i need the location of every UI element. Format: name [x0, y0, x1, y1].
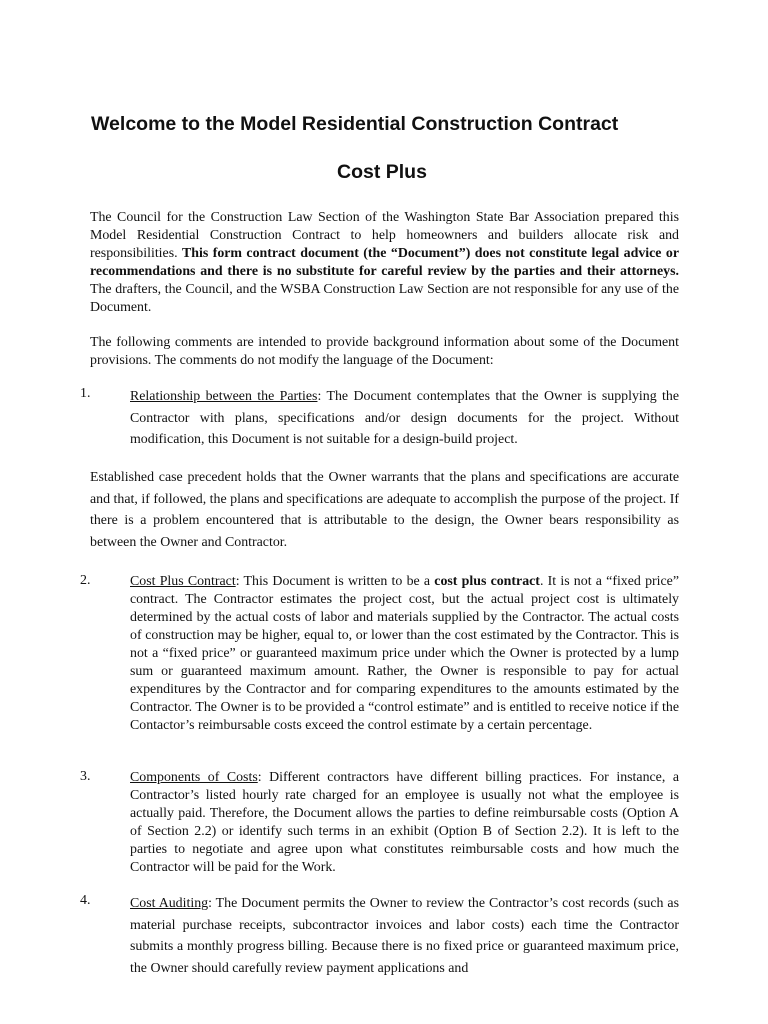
item-number: 2. — [80, 573, 91, 588]
item-text-after: . It is not a “fixed price” contract. The Contractor estimates the project cost, but the actual project cost is ultimately determined by the actual costs of labor and materials supplied by the Contractor. The actual costs of construction may be higher, equal to, or lower than the cost estimated by the Contractor. This is not a “fixed price” or guaranteed maximum price under which the Owner is protected by a lump sum or guaranteed maximum amount. Rather, the Owner is responsible to pay for actual expenditures by the Contractor and for comparing expenditures to the amounts estimated by the Contractor. The Owner is to be provided a “control estimate” and is entitled to receive notice if the Contactor’s reimbursable costs exceed the control estimate by a certain percentage. — [130, 574, 680, 733]
intro-text-2: The drafters, the Council, and the WSBA Construction Law Section are not responsible for any use of the Document. — [90, 282, 679, 315]
list-item-2 — [80, 573, 679, 735]
item-number: 3. — [80, 769, 91, 784]
intro-text-1: The Council for the Construction Law Section of the Washington State Bar Association prepared this Model Residential Construction Contract to help homeowners and builders allocate risk and responsibilities. — [90, 210, 679, 261]
item-text: : The Document contemplates that the Owner is supplying the Contractor with plans, specifications and/or design documents for the project. Without modification, this Document is not suitable for a design-build project. — [130, 389, 679, 447]
list-item-4 — [80, 893, 679, 979]
item-text-before: : This Document is written to be a — [235, 574, 435, 589]
item-number: 4. — [80, 893, 91, 908]
comments-intro-paragraph: The following comments are intended to provide background information about some of the Document provisions. The comments do not modify the language of the Document: — [90, 335, 679, 368]
item-heading: Relationship between the Parties — [130, 389, 318, 404]
document-subtitle: Cost Plus — [337, 161, 427, 183]
item-bold-term: cost plus contract — [434, 574, 540, 589]
item-text: : The Document permits the Owner to review the Contractor’s cost records (such as material purchase receipts, subcontractor invoices and labor costs) each time the Contractor submits a monthly progress billing. Because there is no fixed price or guaranteed maximum price, the Owner should carefully review payment applications and — [130, 896, 680, 976]
list-item-3 — [80, 769, 679, 877]
document-title: Welcome to the Model Residential Construction Contract — [91, 113, 619, 135]
item-heading: Components of Costs — [130, 770, 258, 785]
item-heading: Cost Auditing — [130, 896, 209, 911]
item-heading: Cost Plus Contract — [130, 574, 236, 589]
item-text: : Different contractors have different billing practices. For instance, a Contractor’s listed hourly rate charged for an employee is usually not what the employee is actually paid. Therefore, the Document allows the parties to define reimbursable costs (Option A of Section 2.2) or identify such terms in an exhibit (Option B of Section 2.2). It is left to the parties to negotiate and agree upon what constitutes reimbursable costs and how much the Contractor will be paid for the Work. — [130, 770, 680, 875]
intro-paragraph — [90, 209, 679, 317]
list-item-1 — [80, 386, 679, 451]
item-number: 1. — [80, 386, 91, 401]
intro-disclaimer: This form contract document (the “Document”) does not constitute legal advice or recommendations and there is no substitute for careful review by the parties and their attorneys. — [90, 246, 679, 279]
precedent-paragraph: Established case precedent holds that the Owner warrants that the plans and specifications are accurate and that, if followed, the plans and specifications are adequate to accomplish the purpose of the project. If there is a problem encountered that is attributable to the design, the Owner bears responsibility as between the Owner and Contractor. — [90, 470, 679, 550]
